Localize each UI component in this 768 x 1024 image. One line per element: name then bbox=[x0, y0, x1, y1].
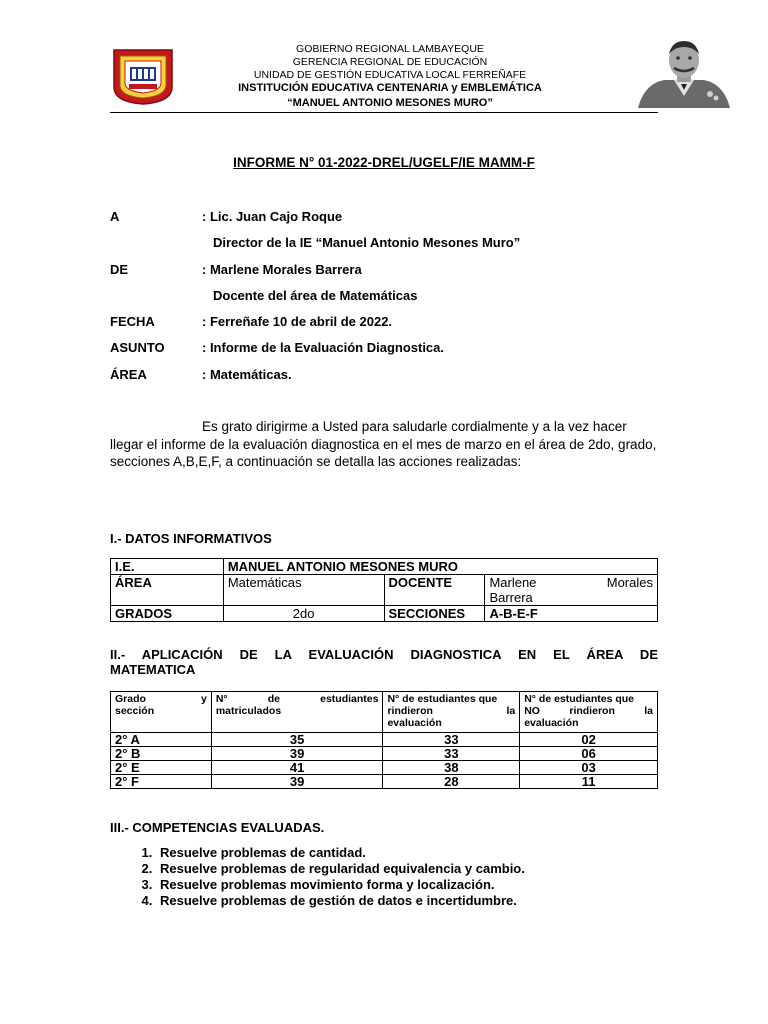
meta-de-value: : Marlene Morales Barrera bbox=[202, 262, 362, 277]
table-row bbox=[111, 775, 658, 789]
table-row bbox=[111, 575, 658, 606]
meta-area-value: : Matemáticas. bbox=[202, 367, 292, 382]
intro-paragraph bbox=[110, 418, 658, 471]
meta-fecha-label: FECHA bbox=[110, 314, 155, 329]
rindieron-cell: 33 bbox=[383, 733, 520, 747]
datos-informativos-table bbox=[110, 558, 658, 622]
section-3-title: III.- COMPETENCIAS EVALUADAS. bbox=[110, 820, 325, 835]
competencias-list bbox=[110, 845, 525, 909]
docente-label: DOCENTE bbox=[384, 575, 485, 606]
header-rindieron: N° de estudiantes que rindieron la evaluación bbox=[383, 692, 520, 733]
header-line-4: INSTITUCIÓN EDUCATIVA CENTENARIA y EMBLEMÁTICA bbox=[238, 82, 542, 94]
section-2-title-line-2: MATEMATICA bbox=[110, 662, 196, 677]
list-item: 1. Resuelve problemas de cantidad. bbox=[156, 845, 525, 861]
header-divider bbox=[110, 112, 658, 113]
portrait-photo bbox=[630, 38, 738, 108]
area-value: Matemáticas bbox=[223, 575, 384, 606]
docente-value bbox=[485, 575, 658, 606]
list-item: 3. Resuelve problemas movimiento forma y localización. bbox=[156, 877, 525, 893]
meta-area-label: ÁREA bbox=[110, 367, 147, 382]
docente-value-line-2: Barrera bbox=[489, 590, 533, 605]
meta-asunto-value: : Informe de la Evaluación Diagnostica. bbox=[202, 340, 445, 355]
no-rindieron-cell: 02 bbox=[520, 733, 658, 747]
meta-de-role: Docente del área de Matemáticas bbox=[213, 288, 418, 303]
rindieron-cell: 28 bbox=[383, 775, 520, 789]
report-title: INFORME N° 01-2022-DREL/UGELF/IE MAMM-F bbox=[233, 155, 535, 170]
list-item: 4. Resuelve problemas de gestión de datos e incertidumbre. bbox=[156, 893, 525, 909]
grados-value: 2do bbox=[223, 606, 384, 622]
table-row bbox=[111, 747, 658, 761]
section-2-title bbox=[110, 647, 658, 677]
ie-value: MANUEL ANTONIO MESONES MURO bbox=[223, 559, 657, 575]
secciones-label: SECCIONES bbox=[384, 606, 485, 622]
no-rindieron-cell: 11 bbox=[520, 775, 658, 789]
header-no-rindieron: N° de estudiantes que NO rindieron la evaluación bbox=[520, 692, 658, 733]
meta-de-label: DE bbox=[110, 262, 129, 277]
table-row bbox=[111, 733, 658, 747]
table-row bbox=[111, 606, 658, 622]
docente-value-line-1: Marlene Morales bbox=[489, 575, 653, 590]
header-matriculados: N° de estudiantes matriculados bbox=[211, 692, 383, 733]
header-grado: Grado y sección bbox=[111, 692, 212, 733]
grade-cell: 2° B bbox=[111, 747, 212, 761]
section-2-title-line-1: II.- APLICACIÓN DE LA EVALUACIÓN DIAGNOSTICA EN EL ÁREA DE bbox=[110, 647, 658, 662]
table-row bbox=[111, 761, 658, 775]
meta-fecha-value: : Ferreñafe 10 de abril de 2022. bbox=[202, 314, 393, 329]
meta-a-label: A bbox=[110, 209, 120, 224]
section-1-title: I.- DATOS INFORMATIVOS bbox=[110, 531, 272, 546]
meta-a-value: : Lic. Juan Cajo Roque bbox=[202, 209, 343, 224]
area-label: ÁREA bbox=[111, 575, 224, 606]
ie-label: I.E. bbox=[111, 559, 224, 575]
header-line-5: “MANUEL ANTONIO MESONES MURO” bbox=[287, 97, 493, 109]
intro-text: Es grato dirigirme a Usted para saludarle cordialmente y a la vez hacer llegar el informe de la evaluación diagnostica en el mes de marzo en el área de 2do, grado, secciones A,B,E,F, a continuación se detalla las acciones realizadas: bbox=[110, 419, 657, 469]
rindieron-cell: 38 bbox=[383, 761, 520, 775]
grade-cell: 2° A bbox=[111, 733, 212, 747]
meta-asunto-label: ASUNTO bbox=[110, 340, 165, 355]
matriculados-cell: 39 bbox=[211, 775, 383, 789]
grade-cell: 2° E bbox=[111, 761, 212, 775]
table-row bbox=[111, 559, 658, 575]
matriculados-cell: 41 bbox=[211, 761, 383, 775]
meta-a-role: Director de la IE “Manuel Antonio Mesones Muro” bbox=[213, 235, 521, 250]
header-line-2: GERENCIA REGIONAL DE EDUCACIÓN bbox=[292, 56, 488, 68]
matriculados-cell: 35 bbox=[211, 733, 383, 747]
header-line-3: UNIDAD DE GESTIÓN EDUCATIVA LOCAL FERREÑAFE bbox=[253, 69, 527, 81]
evaluacion-table bbox=[110, 691, 658, 789]
no-rindieron-cell: 06 bbox=[520, 747, 658, 761]
header-line-1: GOBIERNO REGIONAL LAMBAYEQUE bbox=[296, 43, 484, 55]
grade-cell: 2° F bbox=[111, 775, 212, 789]
no-rindieron-cell: 03 bbox=[520, 761, 658, 775]
matriculados-cell: 39 bbox=[211, 747, 383, 761]
secciones-value: A-B-E-F bbox=[485, 606, 658, 622]
table-header-row bbox=[111, 692, 658, 733]
rindieron-cell: 33 bbox=[383, 747, 520, 761]
list-item: 2. Resuelve problemas de regularidad equivalencia y cambio. bbox=[156, 861, 525, 877]
grados-label: GRADOS bbox=[111, 606, 224, 622]
